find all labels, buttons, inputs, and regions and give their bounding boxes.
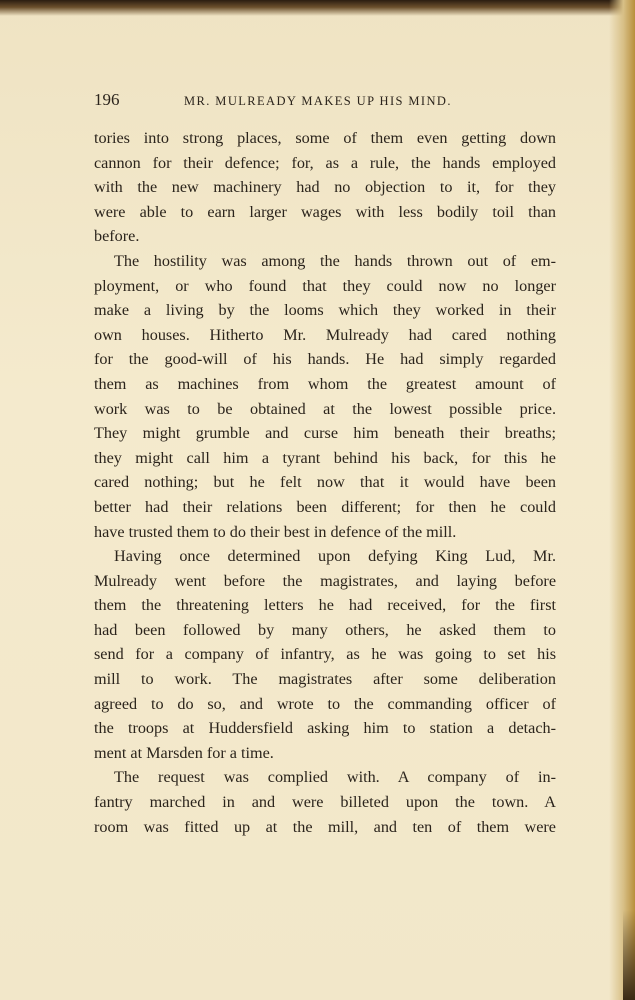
page-bottom-corner <box>623 910 635 1000</box>
text-line: tories into strong places, some of them even getting down <box>94 129 556 147</box>
body-text <box>94 126 556 839</box>
page-number: 196 <box>94 90 120 109</box>
text-line: for the good-will of his hands. He had simply regarded <box>94 350 556 369</box>
running-head <box>94 90 556 114</box>
text-line: better had their relations been different; for then he could <box>94 497 556 516</box>
text-line: fantry marched in and were billeted upon the town. A <box>94 793 556 812</box>
text-line: Having once determined upon defying King Lud, Mr. <box>114 547 556 566</box>
text-line: were able to earn larger wages with less bodily toil than <box>94 202 556 221</box>
text-line: before. <box>94 227 140 246</box>
text-line: room was fitted up at the mill, and ten of them were <box>94 817 556 836</box>
text-line: ployment, or who found that they could now no longer <box>94 276 556 295</box>
text-line: with the new machinery had no objection to it, for they <box>94 178 556 197</box>
text-line: Mulready went before the magistrates, and laying before <box>94 571 556 590</box>
page-right-edge <box>609 0 635 1000</box>
text-line: ment at Marsden for a time. <box>94 743 274 762</box>
text-line: cannon for their defence; for, as a rule, the hands employed <box>94 153 556 172</box>
text-line: send for a company of infantry, as he was going to set his <box>94 645 556 664</box>
text-line: They might grumble and curse him beneath their breaths; <box>94 424 556 443</box>
page-top-shadow <box>0 0 635 16</box>
text-line: The hostility was among the hands thrown out of em- <box>114 251 556 270</box>
text-line: The request was complied with. A company of in- <box>114 768 556 787</box>
text-line: mill to work. The magistrates after some deliberation <box>94 670 556 689</box>
text-line: the troops at Huddersfield asking him to station a detach- <box>94 719 556 738</box>
text-line: work was to be obtained at the lowest possible price. <box>94 399 556 418</box>
text-line: them as machines from whom the greatest amount of <box>94 374 556 393</box>
text-line: had been followed by many others, he asked them to <box>94 620 556 639</box>
running-title: MR. MULREADY MAKES UP HIS MIND. <box>184 94 452 108</box>
text-line: cared nothing; but he felt now that it would have been <box>94 473 556 492</box>
text-line: they might call him a tyrant behind his back, for this he <box>94 448 556 467</box>
text-line: make a living by the looms which they worked in their <box>94 301 556 320</box>
text-line: agreed to do so, and wrote to the commanding officer of <box>94 694 556 713</box>
text-line: have trusted them to do their best in defence of the mill. <box>94 522 457 541</box>
text-line: them the threatening letters he had received, for the first <box>94 596 556 615</box>
text-line: own houses. Hitherto Mr. Mulready had cared nothing <box>94 325 556 344</box>
